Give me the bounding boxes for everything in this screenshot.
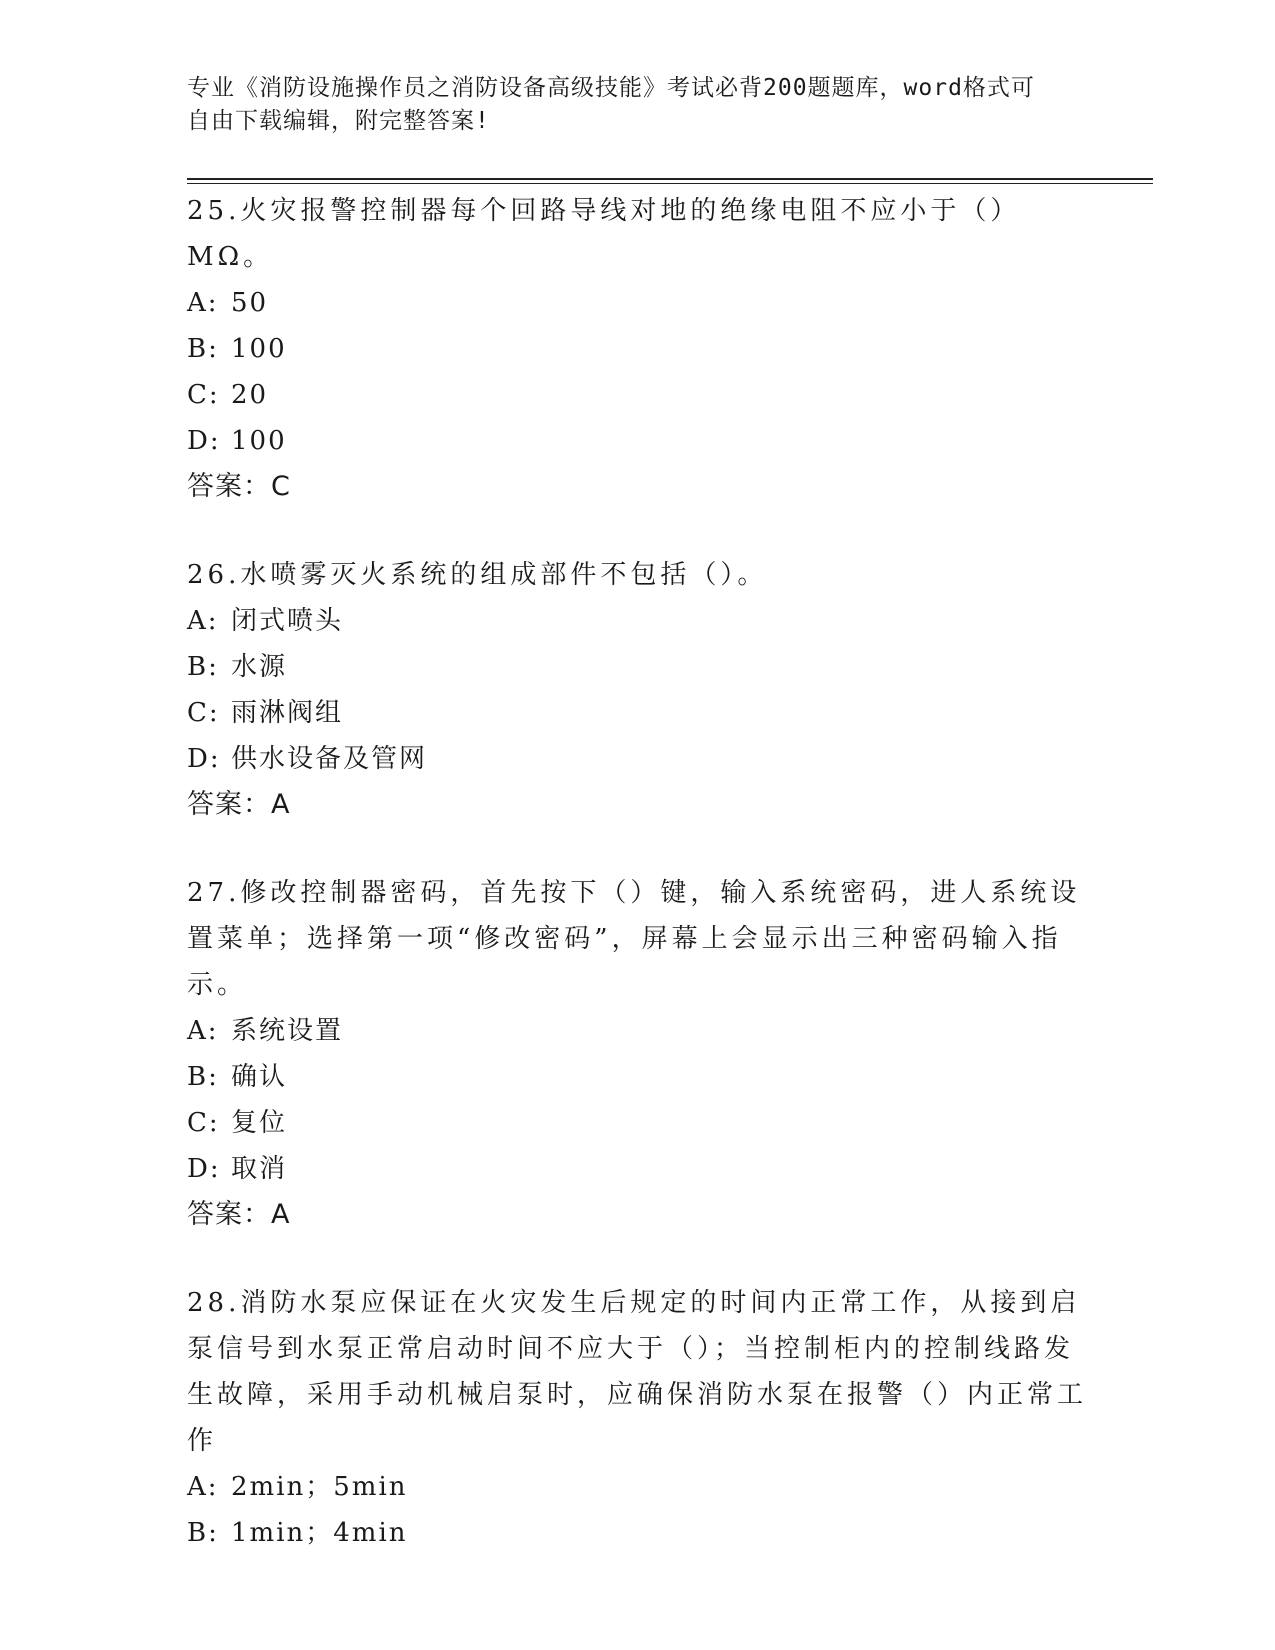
option-text: 1min；4min — [231, 1518, 408, 1548]
option-text: 100 — [231, 334, 287, 364]
question-28 — [187, 1280, 1087, 1556]
question-stem: 26.水喷雾灭火系统的组成部件不包括（）。 — [187, 560, 768, 590]
option-c — [187, 372, 1087, 418]
option-a — [187, 598, 1087, 644]
question-list — [187, 188, 1087, 1556]
question-stem: 27.修改控制器密码，首先按下（）键，输入系统密码，进人系统设置菜单；选择第一项“修改密码”，屏幕上会显示出三种密码输入指示。 — [187, 878, 1081, 1000]
option-key: D: — [187, 426, 221, 456]
option-text: 确认 — [231, 1062, 288, 1092]
option-key: B: — [187, 1062, 219, 1092]
header-line-1: 专业《消防设施操作员之消防设备高级技能》考试必背200题题库，word格式可 — [187, 75, 1035, 101]
header-line-2: 自由下载编辑，附完整答案! — [187, 108, 490, 134]
option-text: 复位 — [231, 1108, 288, 1138]
option-text: 50 — [231, 288, 269, 318]
option-a — [187, 1008, 1087, 1054]
option-text: 水源 — [231, 652, 288, 682]
option-text: 100 — [231, 426, 287, 456]
question-stem: 25.火灾报警控制器每个回路导线对地的绝缘电阻不应小于（）MΩ。 — [187, 196, 1021, 272]
option-key: C: — [187, 1108, 220, 1138]
option-text: 2min；5min — [231, 1472, 408, 1502]
option-key: B: — [187, 652, 219, 682]
option-a — [187, 1464, 1087, 1510]
option-b — [187, 1054, 1087, 1100]
option-key: B: — [187, 1518, 219, 1548]
option-key: D: — [187, 1154, 221, 1184]
option-key: A: — [187, 288, 219, 318]
question-26 — [187, 552, 1087, 828]
option-text: 20 — [231, 380, 269, 410]
header-divider-thick — [187, 178, 1153, 180]
option-key: A: — [187, 1016, 219, 1046]
option-key: C: — [187, 380, 220, 410]
option-b — [187, 326, 1087, 372]
option-b — [187, 644, 1087, 690]
option-key: C: — [187, 698, 220, 728]
option-text: 闭式喷头 — [231, 606, 344, 636]
answer-line: 答案：A — [187, 789, 291, 820]
option-key: D: — [187, 744, 221, 774]
option-d — [187, 736, 1087, 782]
answer-line: 答案：A — [187, 1199, 291, 1230]
option-d — [187, 1146, 1087, 1192]
option-key: B: — [187, 334, 219, 364]
option-c — [187, 690, 1087, 736]
option-d — [187, 418, 1087, 464]
option-c — [187, 1100, 1087, 1146]
option-text: 供水设备及管网 — [231, 744, 428, 774]
option-a — [187, 280, 1087, 326]
option-text: 系统设置 — [231, 1016, 344, 1046]
header-divider-thin — [187, 183, 1153, 184]
option-text: 取消 — [231, 1154, 288, 1184]
question-stem: 28.消防水泵应保证在火灾发生后规定的时间内正常工作，从接到启泵信号到水泵正常启动时间不应大于（）；当控制柜内的控制线路发生故障，采用手动机械启泵时，应确保消防水泵在报警（）内正常工作 — [187, 1288, 1088, 1456]
option-key: A: — [187, 1472, 219, 1502]
question-25 — [187, 188, 1087, 510]
question-27 — [187, 870, 1087, 1238]
option-text: 雨淋阀组 — [231, 698, 344, 728]
option-b — [187, 1510, 1087, 1556]
document-header — [187, 72, 1067, 138]
answer-line: 答案：C — [187, 471, 291, 502]
option-key: A: — [187, 606, 219, 636]
